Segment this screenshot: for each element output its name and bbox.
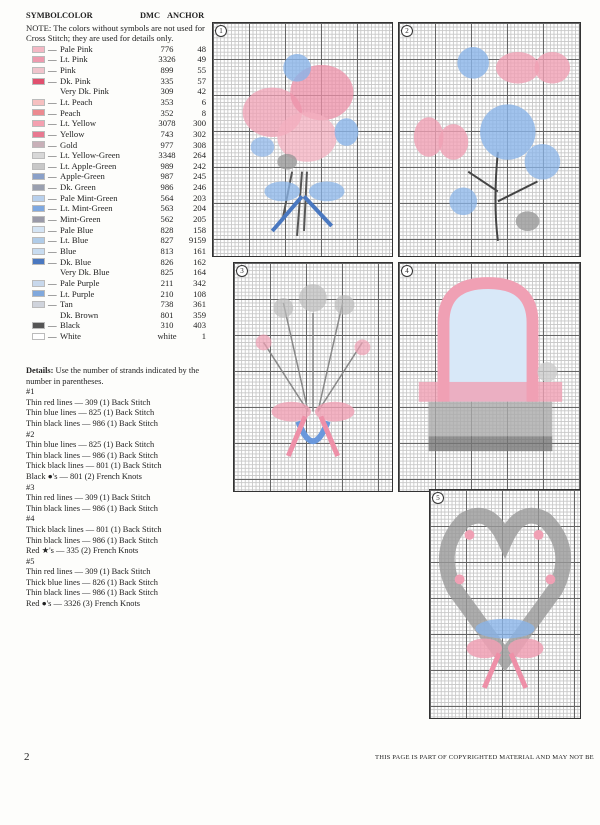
color-key	[26, 11, 208, 342]
dash: —	[48, 118, 57, 129]
detail-line: Thin red lines — 309 (1) Back Stitch	[26, 567, 151, 577]
dmc-number: 989	[160, 160, 174, 171]
detail-line: Red ★'s — 335 (2) French Knots	[26, 546, 139, 556]
symbol-swatch	[32, 258, 45, 265]
dmc-number: 353	[160, 97, 174, 107]
anchor-number: 161	[193, 245, 206, 256]
dash: —	[48, 203, 57, 214]
anchor-number: 164	[193, 267, 206, 278]
color-key-row	[26, 278, 208, 289]
dash: —	[48, 277, 57, 288]
dmc-number: 738	[160, 299, 174, 310]
dash: —	[48, 128, 57, 139]
anchor-number: 55	[197, 65, 206, 76]
color-name: Peach	[60, 107, 81, 118]
detail-line: Thin black lines — 986 (1) Back Stitch	[26, 503, 158, 513]
dash: —	[48, 150, 57, 161]
symbol-swatch	[32, 301, 45, 308]
dash: —	[48, 256, 57, 267]
color-name: Lt. Yellow-Green	[60, 150, 120, 161]
color-key-row	[26, 140, 208, 151]
detail-line: Thin black lines — 986 (1) Back Stitch	[26, 450, 158, 460]
copyright-notice: THIS PAGE IS PART OF COPYRIGHTED MATERIAL AND MAY NOT BE	[375, 754, 594, 761]
chart-number: 5	[432, 492, 444, 504]
dash: —	[48, 171, 57, 182]
detail-group-title: #5	[26, 556, 35, 566]
details-label: Details:	[26, 366, 54, 375]
anchor-number: 359	[193, 309, 206, 320]
anchor-number: 9159	[188, 235, 206, 246]
detail-group-title: #4	[26, 514, 35, 524]
dmc-number: 826	[160, 256, 174, 267]
symbol-swatch	[32, 56, 45, 63]
color-key-row	[26, 118, 208, 129]
symbol-swatch	[32, 99, 45, 106]
chart-number: 3	[236, 265, 248, 277]
dmc-number: 563	[160, 203, 174, 214]
detail-line: Thin black lines — 986 (1) Back Stitch	[26, 418, 158, 428]
dmc-number: 801	[160, 309, 174, 320]
dmc-number: 899	[160, 65, 174, 76]
color-name: Gold	[60, 139, 78, 150]
page-number: 2	[24, 751, 30, 763]
dash: —	[48, 331, 57, 342]
color-key-row	[26, 310, 208, 321]
anchor-number: 42	[197, 86, 206, 97]
header-anchor: ANCHOR	[167, 11, 205, 20]
anchor-number: 6	[201, 97, 206, 107]
symbol-swatch	[32, 88, 45, 95]
symbol-swatch	[32, 269, 45, 276]
color-name: Mint-Green	[60, 214, 101, 225]
detail-line: Thin blue lines — 825 (1) Back Stitch	[26, 408, 155, 418]
dash: —	[48, 54, 57, 65]
dash: —	[48, 97, 57, 107]
detail-line: Thin red lines — 309 (1) Back Stitch	[26, 493, 151, 503]
chart-number: 4	[401, 265, 413, 277]
color-name: Tan	[60, 299, 73, 310]
anchor-number: 342	[193, 277, 206, 288]
chart-1-rose-bouquet	[212, 22, 393, 257]
anchor-number: 205	[193, 214, 206, 225]
symbol-swatch	[32, 195, 45, 202]
anchor-number: 158	[193, 224, 206, 235]
color-key-row	[26, 65, 208, 76]
detail-line: Thin black lines — 986 (1) Back Stitch	[26, 588, 158, 598]
color-key-rows	[26, 44, 208, 342]
dash: —	[48, 192, 57, 203]
color-name: Yellow	[60, 128, 85, 139]
color-name: Pale Blue	[60, 224, 94, 235]
color-key-row	[26, 257, 208, 268]
color-key-row	[26, 193, 208, 204]
symbol-swatch	[32, 280, 45, 287]
symbol-swatch	[32, 237, 45, 244]
anchor-number: 162	[193, 256, 206, 267]
dmc-number: 564	[160, 192, 174, 203]
dash: —	[48, 43, 57, 54]
anchor-number: 300	[193, 118, 206, 129]
dmc-number: 813	[160, 245, 174, 256]
color-key-row	[26, 108, 208, 119]
color-name: Lt. Mint-Green	[60, 203, 113, 214]
anchor-number: 302	[193, 128, 206, 139]
dash: —	[48, 75, 57, 86]
chart-5-motif	[430, 490, 580, 718]
anchor-number: 48	[197, 43, 206, 54]
detail-line: Thin red lines — 309 (1) Back Stitch	[26, 397, 151, 407]
detail-line: Red ●'s — 3326 (3) French Knots	[26, 599, 141, 609]
dash: —	[48, 288, 57, 299]
dash: —	[48, 182, 57, 193]
anchor-number: 308	[193, 139, 206, 150]
anchor-number: 1	[201, 331, 206, 342]
dmc-number: 309	[160, 86, 174, 97]
header-dmc: DMC	[140, 11, 161, 20]
color-name: Pink	[60, 65, 76, 76]
dmc-number: 211	[160, 277, 174, 288]
symbol-swatch	[32, 312, 45, 319]
color-name: Apple-Green	[60, 171, 105, 182]
symbol-swatch	[32, 216, 45, 223]
legend-note: NOTE: The colors without symbols are not used for Cross Stitch; they are used for details only.	[26, 22, 205, 44]
dmc-number: white	[157, 331, 177, 342]
chart-4-motif	[399, 263, 580, 491]
color-name: Black	[60, 320, 81, 331]
detail-line: Thick black lines — 801 (1) Back Stitch	[26, 461, 162, 471]
color-name: Dk. Pink	[60, 75, 91, 86]
dmc-number: 210	[160, 288, 174, 299]
color-name: Lt. Blue	[60, 235, 89, 246]
symbol-swatch	[32, 67, 45, 74]
dash: —	[48, 235, 57, 246]
color-key-row	[26, 320, 208, 331]
symbol-swatch	[32, 248, 45, 255]
dmc-number: 977	[160, 139, 174, 150]
dash: —	[48, 320, 57, 331]
anchor-number: 403	[193, 320, 206, 331]
color-key-row	[26, 171, 208, 182]
dmc-number: 743	[160, 128, 174, 139]
color-key-row	[26, 182, 208, 193]
color-key-row	[26, 97, 208, 108]
color-name: Lt. Yellow	[60, 118, 97, 129]
dash: —	[48, 160, 57, 171]
color-name: Dk. Brown	[60, 309, 99, 320]
color-key-row	[26, 76, 208, 87]
anchor-number: 49	[197, 54, 206, 65]
detail-group-title: #2	[26, 429, 35, 439]
detail-line: Thick black lines — 801 (1) Back Stitch	[26, 524, 162, 534]
symbol-swatch	[32, 131, 45, 138]
dash: —	[48, 65, 57, 76]
dmc-number: 3078	[158, 118, 176, 129]
dmc-number: 825	[160, 267, 174, 278]
anchor-number: 264	[193, 150, 206, 161]
color-key-row	[26, 214, 208, 225]
detail-line: Thin blue lines — 825 (1) Back Stitch	[26, 440, 155, 450]
color-name: White	[60, 331, 81, 342]
symbol-swatch	[32, 163, 45, 170]
symbol-swatch	[32, 152, 45, 159]
color-name: Very Dk. Blue	[60, 267, 110, 278]
dash: —	[48, 214, 57, 225]
dash: —	[48, 224, 57, 235]
color-key-header	[26, 11, 208, 22]
dmc-number: 562	[160, 214, 174, 225]
header-color: COLOR	[62, 11, 93, 20]
anchor-number: 203	[193, 192, 206, 203]
dash: —	[48, 299, 57, 310]
color-name: Dk. Green	[60, 182, 96, 193]
chart-number: 1	[215, 25, 227, 37]
color-key-row	[26, 150, 208, 161]
dmc-number: 3326	[158, 54, 176, 65]
dmc-number: 776	[160, 43, 174, 54]
color-name: Lt. Apple-Green	[60, 160, 117, 171]
symbol-swatch	[32, 205, 45, 212]
color-key-row	[26, 267, 208, 278]
dmc-number: 987	[160, 171, 174, 182]
anchor-number: 8	[201, 107, 206, 118]
details-intro	[26, 366, 210, 387]
chart-2-motif	[399, 23, 580, 256]
details-intro-text: Use the number of strands indicated by the number in parentheses.	[26, 366, 200, 386]
color-key-row	[26, 161, 208, 172]
dmc-number: 310	[160, 320, 174, 331]
symbol-swatch	[32, 109, 45, 116]
chart-1-motif	[213, 23, 392, 256]
dmc-number: 986	[160, 182, 174, 193]
chart-3-wildflower-bouquet	[233, 262, 393, 492]
symbol-swatch	[32, 333, 45, 340]
detail-group-title: #1	[26, 387, 35, 397]
symbol-swatch	[32, 322, 45, 329]
symbol-swatch	[32, 78, 45, 85]
color-name: Lt. Pink	[60, 54, 88, 65]
chart-4-arched-window	[398, 262, 581, 492]
dmc-number: 335	[160, 75, 174, 86]
symbol-swatch	[32, 290, 45, 297]
color-key-row	[26, 246, 208, 257]
color-key-row	[26, 299, 208, 310]
color-name: Pale Pink	[60, 43, 93, 54]
detail-line: Black ●'s — 801 (2) French Knots	[26, 471, 142, 481]
color-name: Blue	[60, 245, 77, 256]
anchor-number: 57	[197, 75, 206, 86]
chart-3-motif	[234, 263, 392, 491]
dmc-number: 3348	[158, 150, 176, 161]
color-key-row	[26, 129, 208, 140]
symbol-swatch	[32, 141, 45, 148]
chart-5-heart-wreath	[429, 489, 581, 719]
color-name: Lt. Peach	[60, 97, 93, 107]
chart-number: 2	[401, 25, 413, 37]
color-key-row	[26, 235, 208, 246]
color-name: Pale Purple	[60, 277, 100, 288]
detail-line: Thick blue lines — 826 (1) Back Stitch	[26, 577, 158, 587]
color-key-row	[26, 289, 208, 300]
symbol-swatch	[32, 46, 45, 53]
dash: —	[48, 139, 57, 150]
color-key-row	[26, 44, 208, 55]
details-section	[26, 366, 210, 610]
dash: —	[48, 245, 57, 256]
anchor-number: 108	[193, 288, 206, 299]
anchor-number: 245	[193, 171, 206, 182]
color-key-row	[26, 86, 208, 97]
symbol-swatch	[32, 173, 45, 180]
chart-2-butterflies-flowers	[398, 22, 581, 257]
anchor-number: 246	[193, 182, 206, 193]
anchor-number: 242	[193, 160, 206, 171]
dmc-number: 827	[160, 235, 174, 246]
symbol-swatch	[32, 226, 45, 233]
color-name: Very Dk. Pink	[60, 86, 109, 97]
anchor-number: 361	[193, 299, 206, 310]
details-groups	[26, 387, 210, 609]
color-name: Dk. Blue	[60, 256, 92, 267]
color-key-row	[26, 331, 208, 342]
color-key-row	[26, 203, 208, 214]
detail-line: Thin black lines — 986 (1) Back Stitch	[26, 535, 158, 545]
dash: —	[48, 107, 57, 118]
color-key-row	[26, 225, 208, 236]
color-key-row	[26, 54, 208, 65]
anchor-number: 204	[193, 203, 206, 214]
header-symbol: SYMBOL	[26, 11, 63, 20]
dmc-number: 352	[160, 107, 174, 118]
color-name: Pale Mint-Green	[60, 192, 118, 203]
symbol-swatch	[32, 120, 45, 127]
detail-group-title: #3	[26, 482, 35, 492]
symbol-swatch	[32, 184, 45, 191]
color-name: Lt. Purple	[60, 288, 95, 299]
dmc-number: 828	[160, 224, 174, 235]
